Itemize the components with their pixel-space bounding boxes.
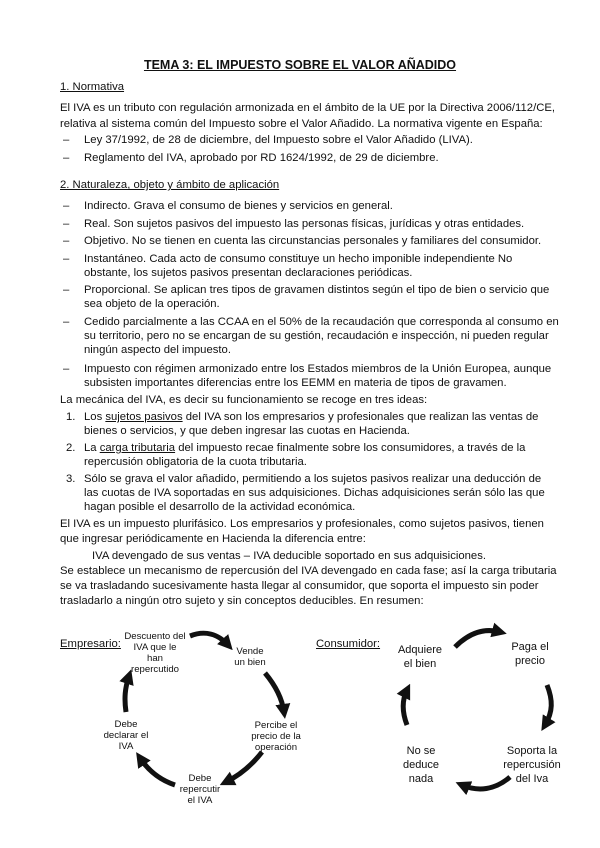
- paragraph-line: El IVA es un tributo con regulación armonizada en el ámbito de la UE por la Directiva 2006/112/CE,: [60, 102, 556, 114]
- page-title: TEMA 3: EL IMPUESTO SOBRE EL VALOR AÑADIDO: [143, 58, 457, 72]
- formula-line: IVA devengado de sus ventas – IVA deducible soportado en sus adquisiciones.: [92, 550, 486, 562]
- list-bullet: –: [63, 316, 70, 328]
- list-item-continuation: repercusión obligatoria de la cuota tributaria.: [84, 456, 307, 468]
- paragraph-line: El IVA es un impuesto plurifásico. Los empresarios y profesionales, como sujetos pasivos, tienen: [60, 518, 544, 530]
- list-item: Impuesto con régimen armonizado entre los Estados miembros de la Unión Europea, aunque: [84, 363, 552, 375]
- arrow-icon: [125, 676, 129, 712]
- arrow-icon: [226, 752, 262, 782]
- paragraph-line: que ingresar periódicamente en Hacienda la diferencia entre:: [60, 533, 366, 545]
- arrow-icon: [140, 758, 175, 785]
- list-bullet: –: [63, 235, 70, 247]
- list-item-continuation: hagan posible el desarrollo de la actividad económica.: [84, 501, 356, 513]
- list-bullet: –: [63, 253, 70, 265]
- empresario-step: Debe declarar el IVA: [103, 719, 149, 752]
- empresario-step: Vende un bien: [234, 646, 266, 668]
- list-item-continuation: su territorio, pero no se encargan de su gestión, recaudación e inspección, ni pueden regular: [84, 330, 549, 342]
- consumidor-step: No se deduce nada: [402, 745, 440, 785]
- empresario-step: Percibe el precio de la operación: [251, 720, 301, 753]
- consumidor-step: Adquiere el bien: [397, 644, 443, 670]
- list-item: Los sujetos pasivos del IVA son los empresarios y profesionales que realizan las ventas de: [84, 411, 539, 423]
- paragraph-line: La mecánica del IVA, es decir su funcionamiento se recoge en tres ideas:: [60, 394, 428, 406]
- list-item: La carga tributaria del impuesto recae finalmente sobre los consumidores, a través de la: [84, 442, 526, 454]
- list-bullet: –: [63, 152, 70, 164]
- paragraph-line: trasladarlo a ningún otro sujeto y sin conceptos deducibles. En resumen:: [60, 595, 424, 607]
- underlined-term: sujetos pasivos: [105, 411, 183, 423]
- list-item: Cedido parcialmente a las CCAA en el 50% de la recaudación que corresponda al consumo en: [84, 316, 559, 328]
- empresario-step: Descuento del IVA que le han repercutido: [124, 631, 186, 675]
- paragraph-line: se va trasladando sucesivamente hasta llegar al consumidor, que soporta el impuesto sin poder: [60, 580, 539, 592]
- consumidor-step: Soporta la repercusión del Iva: [503, 745, 561, 785]
- list-item-continuation: obstante, los sujetos pasivos presentan declaraciones periódicas.: [84, 267, 413, 279]
- consumidor-step: Paga el precio: [511, 641, 549, 667]
- list-item: Indirecto. Grava el consumo de bienes y servicios en general.: [84, 200, 393, 212]
- list-number: 3.: [66, 473, 76, 485]
- list-bullet: –: [63, 218, 70, 230]
- list-item: Objetivo. No se tienen en cuenta las circunstancias personales y familiares del consumidor.: [84, 235, 542, 247]
- list-item: Ley 37/1992, de 28 de diciembre, del Impuesto sobre el Valor Añadido (LIVA).: [84, 134, 473, 146]
- list-item: Proporcional. Se aplican tres tipos de gravamen distintos según el tipo de bien o servicio que: [84, 284, 550, 296]
- empresario-step: Debe repercutir el IVA: [179, 773, 221, 806]
- section-heading-naturaleza: 2. Naturaleza, objeto y ámbito de aplicación: [60, 179, 280, 191]
- list-number: 2.: [66, 442, 76, 454]
- arrow-icon: [190, 633, 228, 645]
- list-item: Reglamento del IVA, aprobado por RD 1624/1992, de 29 de diciembre.: [84, 152, 439, 164]
- list-item-continuation: bienes o servicios, y que deben ingresar las cuotas en Hacienda.: [84, 425, 410, 437]
- arrow-icon: [265, 673, 284, 712]
- underlined-term: carga tributaria: [99, 442, 176, 454]
- list-bullet: –: [63, 284, 70, 296]
- list-item: Sólo se grava el valor añadido, permitiendo a los sujetos pasivos realizar una deducción de: [84, 473, 542, 485]
- list-item: Real. Son sujetos pasivos del impuesto las personas físicas, jurídicas y otras entidades.: [84, 218, 525, 230]
- arrow-icon: [403, 690, 407, 725]
- empresario-cycle-title: Empresario:: [60, 638, 121, 650]
- list-item-continuation: subsisten importantes diferencias entre los EEMM en materia de tipos de gravamen.: [84, 377, 507, 389]
- consumidor-cycle-title: Consumidor:: [316, 638, 381, 650]
- section-heading-normativa: 1. Normativa: [60, 81, 125, 93]
- arrow-icon: [545, 685, 551, 725]
- list-number: 1.: [66, 411, 76, 423]
- paragraph-line: Se establece un mecanismo de repercusión del IVA devengado en cada fase; así la carga tributaria: [60, 565, 557, 577]
- arrow-icon: [455, 631, 500, 647]
- list-item-continuation: sea objeto de la operación.: [84, 298, 220, 310]
- list-item-continuation: las cuotas de IVA soportadas en sus adquisiciones. Dichas adquisiciones serán sólo las que: [84, 487, 545, 499]
- paragraph-line: relativa al sistema común del Impuesto sobre el Valor Añadido. La normativa vigente en España:: [60, 118, 543, 130]
- list-bullet: –: [63, 200, 70, 212]
- list-item: Instantáneo. Cada acto de consumo constituye un hecho imponible independiente No: [84, 253, 513, 265]
- list-bullet: –: [63, 363, 70, 375]
- list-bullet: –: [63, 134, 70, 146]
- list-item-continuation: ningún aspecto del impuesto.: [84, 344, 231, 356]
